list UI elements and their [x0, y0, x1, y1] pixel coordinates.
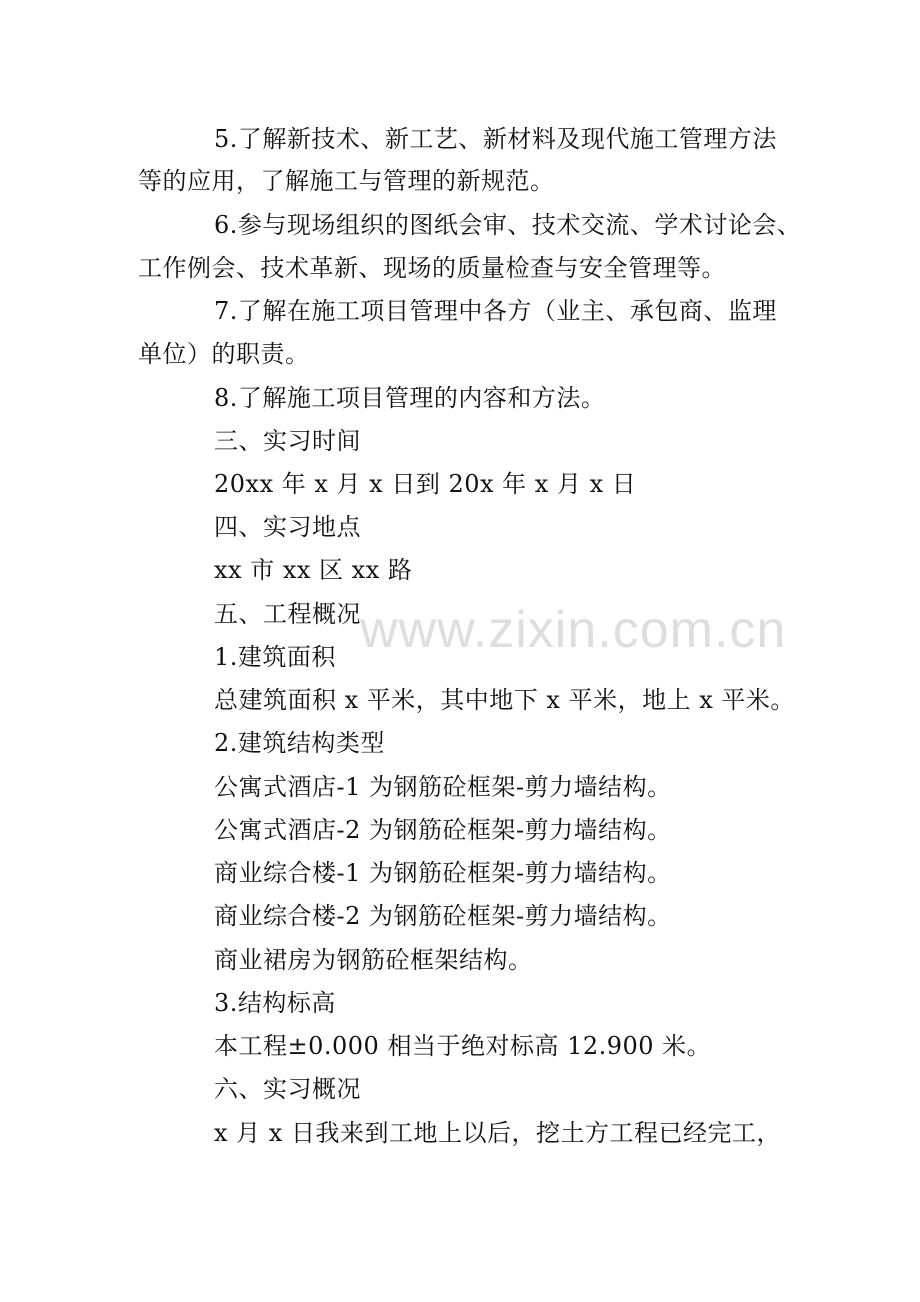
text-line: 工作例会、技术革新、现场的质量检查与安全管理等。 — [138, 254, 726, 282]
section-heading: 四、实习地点 — [214, 513, 361, 541]
text-line: 总建筑面积 x 平米，其中地下 x 平米，地上 x 平米。 — [214, 686, 795, 714]
text-line: 8.了解施工项目管理的内容和方法。 — [214, 384, 606, 412]
text-line: 公寓式酒店-1 为钢筋砼框架-剪力墙结构。 — [214, 773, 672, 801]
text-line: 5.了解新技术、新工艺、新材料及现代施工管理方法 — [214, 125, 777, 153]
text-line: 公寓式酒店-2 为钢筋砼框架-剪力墙结构。 — [214, 816, 672, 844]
text-line: x 月 x 日我来到工地上以后，挖土方工程已经完工， — [214, 1119, 781, 1147]
text-line: xx 市 xx 区 xx 路 — [214, 556, 413, 584]
text-line: 等的应用，了解施工与管理的新规范。 — [138, 167, 555, 195]
text-line: 商业综合楼-1 为钢筋砼框架-剪力墙结构。 — [214, 859, 672, 887]
watermark: www.zixin.com.cn — [360, 601, 787, 659]
text-line: 7.了解在施工项目管理中各方（业主、承包商、监理 — [214, 297, 777, 325]
subsection-heading: 2.建筑结构类型 — [214, 729, 385, 757]
text-line: 商业裙房为钢筋砼框架结构。 — [214, 946, 533, 974]
section-heading: 五、工程概况 — [214, 600, 361, 628]
section-heading: 三、实习时间 — [214, 427, 361, 455]
subsection-heading: 3.结构标高 — [214, 989, 336, 1017]
text-line: 单位）的职责。 — [138, 340, 310, 368]
section-heading: 六、实习概况 — [214, 1075, 361, 1103]
text-line: 20xx 年 x 月 x 日到 20x 年 x 月 x 日 — [214, 470, 637, 498]
subsection-heading: 1.建筑面积 — [214, 643, 336, 671]
text-line: 本工程±0.000 相当于绝对标高 12.900 米。 — [214, 1032, 712, 1060]
text-line: 商业综合楼-2 为钢筋砼框架-剪力墙结构。 — [214, 902, 672, 930]
text-line: 6.参与现场组织的图纸会审、技术交流、学术讨论会、 — [214, 211, 802, 239]
